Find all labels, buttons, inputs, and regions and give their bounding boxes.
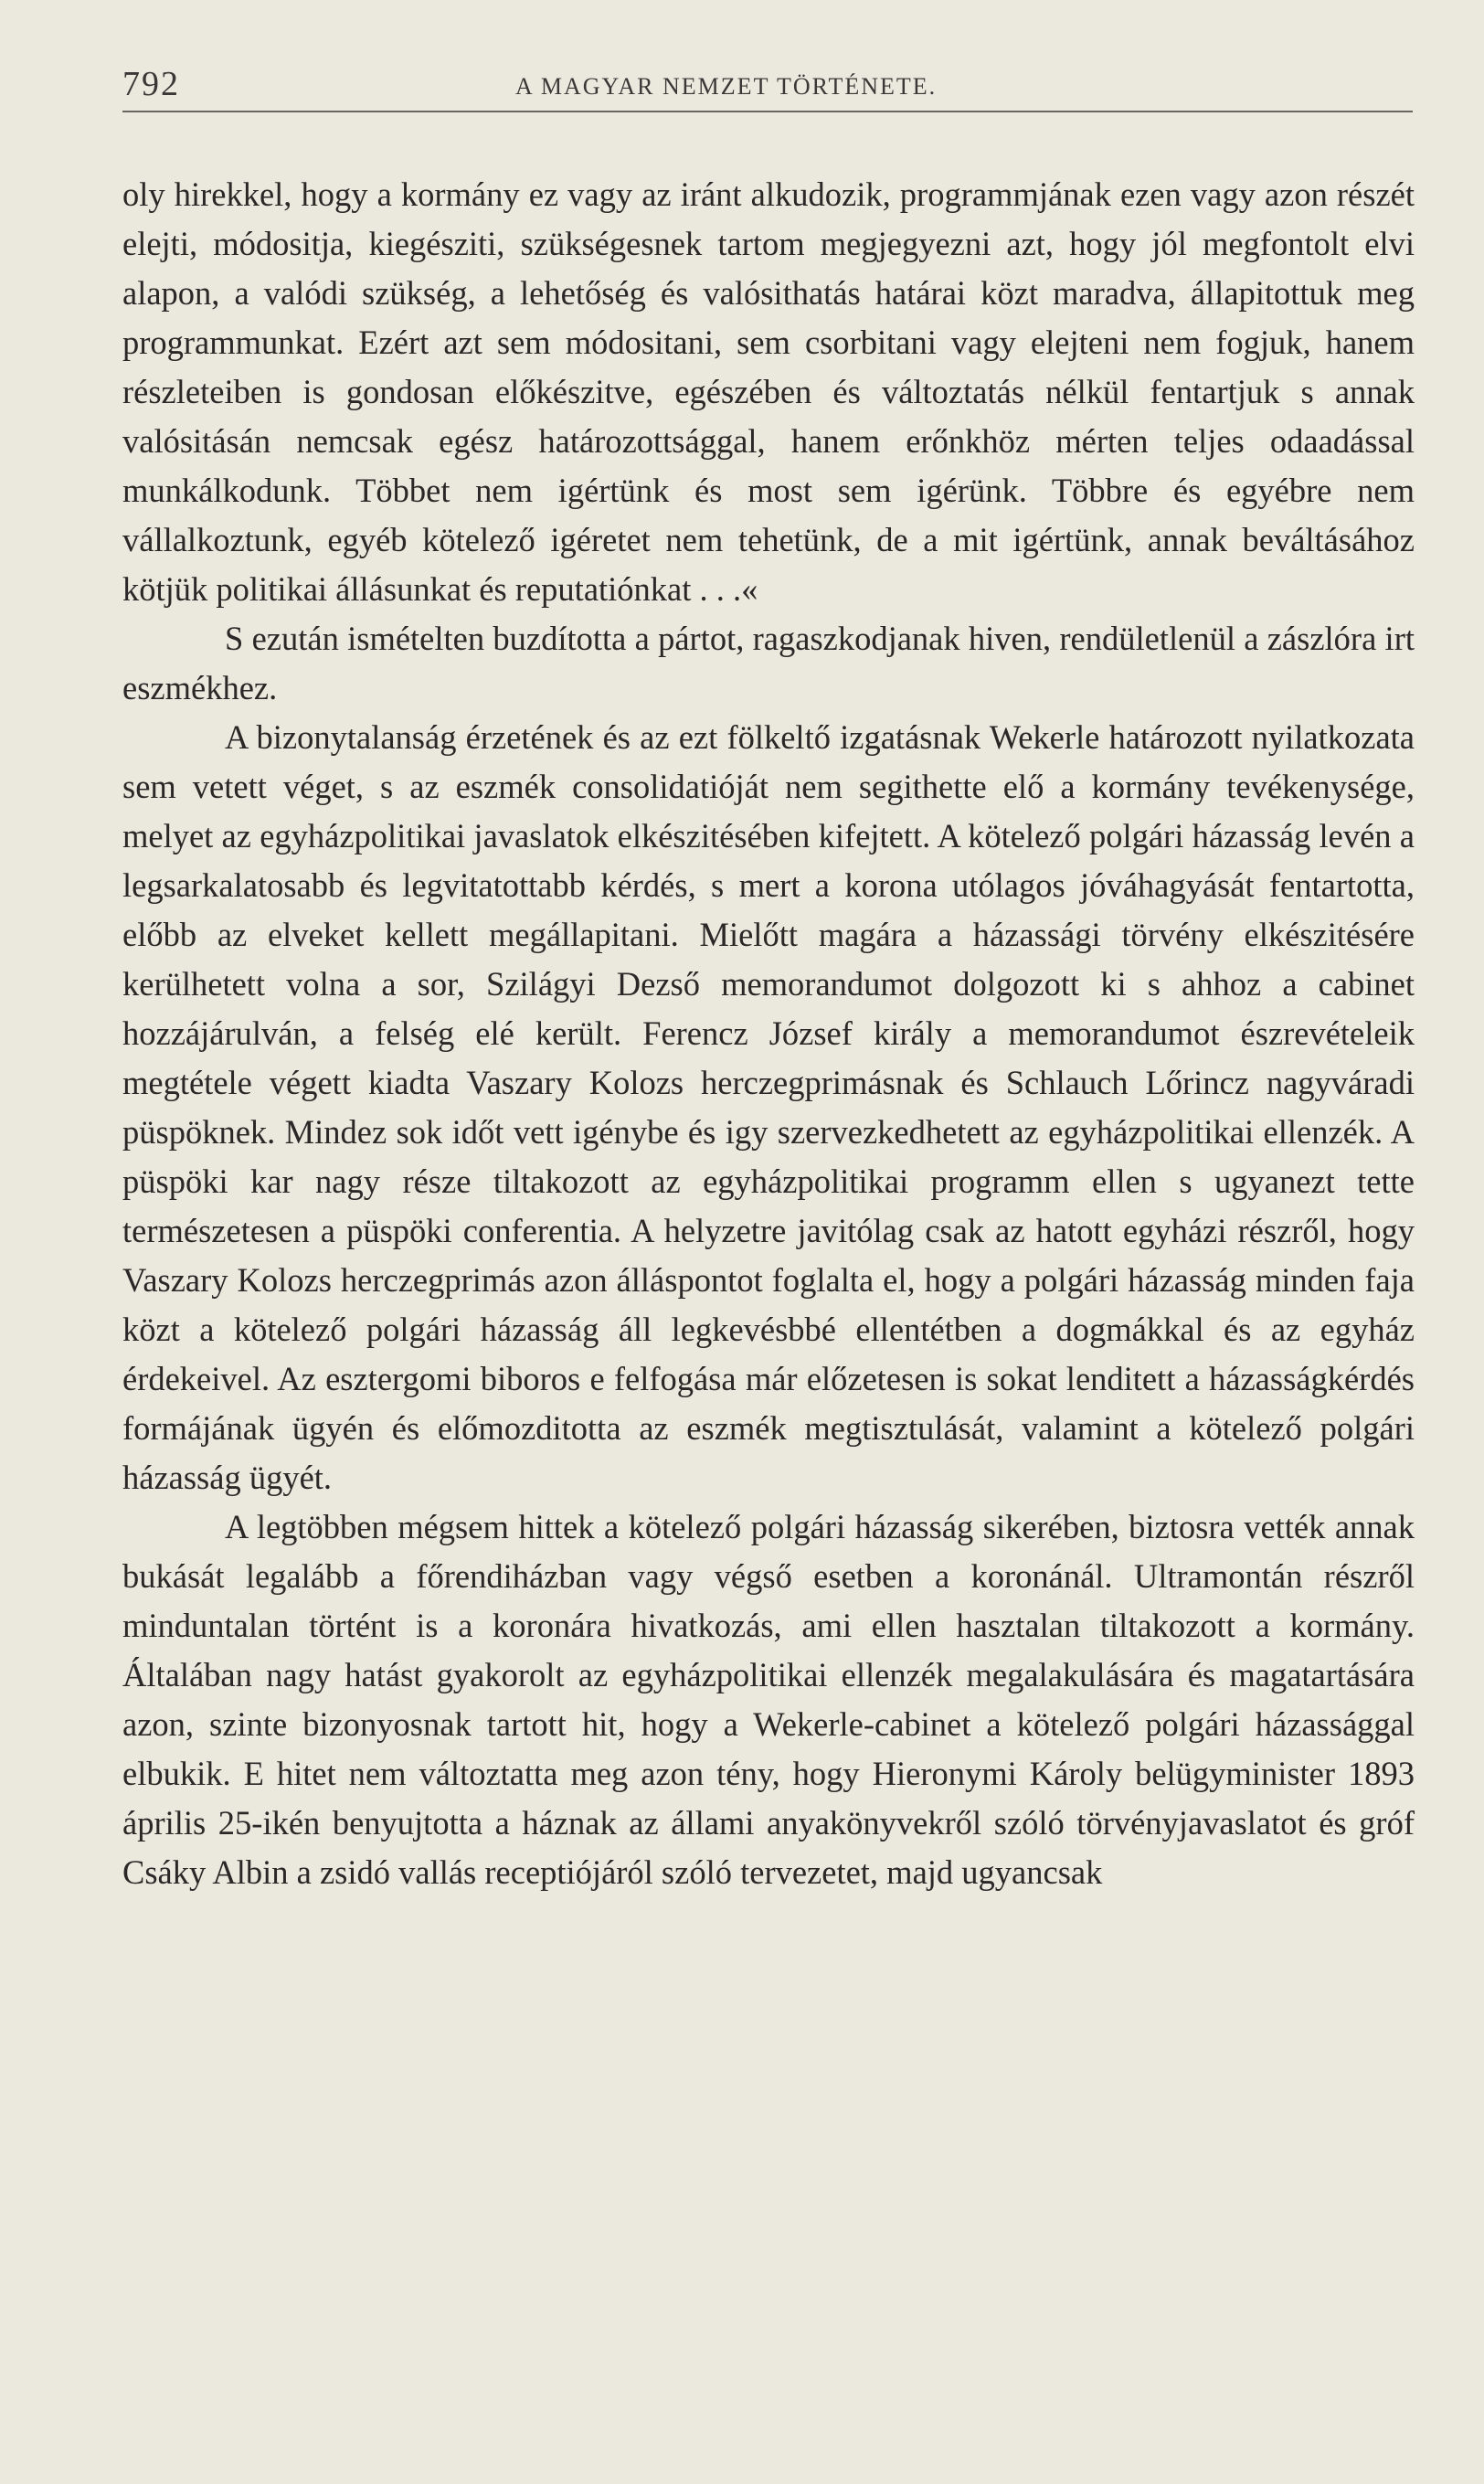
paragraph-2: S ezután ismételten buzdította a pártot, ragaszkodjanak hiven, rendületlenül a zászlóra irt eszmékhez. <box>122 620 1415 706</box>
paragraph-1: oly hirekkel, hogy a kormány ez vagy az iránt alkudozik, programmjának ezen vagy azon részét elejti, módositja, kiegésziti, szükségesnek tartom megjegyezni azt, hogy jól megfontolt elvi alapon, a valódi szükség, a lehetőség és valósithatás határai közt maradva, állapitottuk meg programmunkat. Ezért azt sem módositani, sem csorbitani vagy elejteni nem fogjuk, hanem részleteiben is gondosan előkészitve, egészében és változtatás nélkül fentartjuk s annak valósitásán nemcsak egész határozottsággal, hanem erőnkhöz mérten teljes odaadással munkálkodunk. Többet nem igértünk és most sem igérünk. Többre és egyébre nem vállalkoztunk, egyéb kötelező igéretet nem tehetünk, de a mit igértünk, annak beváltásához kötjük politikai állásunkat és reputatiónkat . . .« <box>122 175 1415 608</box>
running-title: A MAGYAR NEMZET TÖRTÉNETE. <box>515 73 938 100</box>
paragraph-4: A legtöbben mégsem hittek a kötelező polgári házasság sikerében, biztosra vették annak bukását legalább a főrendiházban vagy végső esetben a koronánál. Ultramontán részről minduntalan történt is a koronára hivatkozás, ami ellen hasztalan tiltakozott a kormány. Általában nagy hatást gyakorolt az egyházpolitikai ellenzék megalakulására és magatartására azon, szinte bizonyosnak tartott hit, hogy a Wekerle-cabinet a kötelező polgári házassággal elbukik. E hitet nem változtatta meg azon tény, hogy Hieronymi Károly belügyminister 1893 április 25-ikén benyujtotta a háznak az állami anyakönyvekről szóló törvényjavaslatot és gróf Csáky Albin a zsidó vallás receptiójáról szóló tervezetet, majd ugyancsak <box>122 1508 1415 1891</box>
page-header <box>122 64 1402 115</box>
page-number: 792 <box>122 65 180 103</box>
body-text <box>122 170 1415 1897</box>
paragraph-3: A bizonytalanság érzetének és az ezt fölkeltő izgatásnak Wekerle határozott nyilatkozata sem vetett véget, s az eszmék consolidatióját nem segithette elő a kormány tevékenysége, melyet az egyházpolitikai javaslatok elkészitésében kifejtett. A kötelező polgári házasság levén a legsarkalatosabb és legvitatottabb kérdés, s mert a korona utólagos jóváhagyását fentartotta, előbb az elveket kellett megállapitani. Mielőtt magára a házassági törvény elkészitésére kerülhetett volna a sor, Szilágyi Dezső memorandumot dolgozott ki s ahhoz a cabinet hozzájárulván, a felség elé került. Ferencz József király a memorandumot észrevételeik megtétele végett kiadta Vaszary Kolozs herczegprimásnak és Schlauch Lőrincz nagyváradi püspöknek. Mindez sok időt vett igénybe és igy szervezkedhetett az egyházpolitikai ellenzék. A püspöki kar nagy része tiltakozott az egyházpolitikai programm ellen s ugyanezt tette természetesen a püspöki conferentia. A helyzetre javitólag csak az hatott egyházi részről, hogy Vaszary Kolozs herczegprimás azon álláspontot foglalta el, hogy a polgári házasság minden faja közt a kötelező polgári házasság áll legkevésbbé ellentétben a dogmákkal és az egyház érdekeivel. Az esztergomi biboros e felfogása már előzetesen is sokat lenditett a házasságkérdés formájának ügyén és előmozditotta az eszmék megtisztulását, valamint a kötelező polgári házasság ügyét. <box>122 718 1415 1496</box>
header-rule <box>122 111 1413 112</box>
